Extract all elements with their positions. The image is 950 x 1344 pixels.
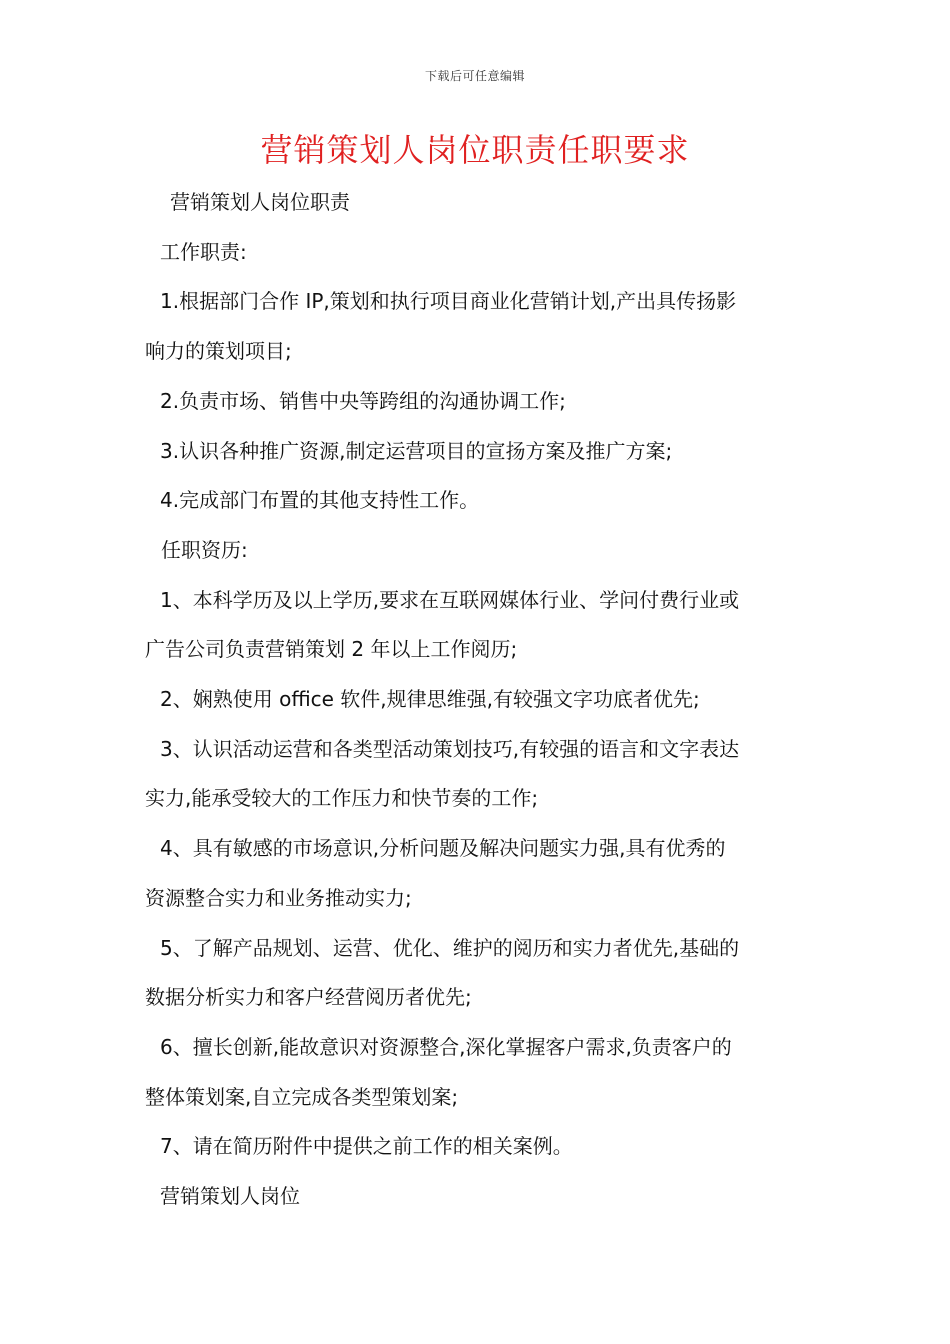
document-title: 营销策划人岗位职责任职要求 (260, 131, 690, 169)
qualification-item-1: 1、本科学历及以上学历,要求在互联网媒体行业、学问付费行业或 (160, 587, 740, 612)
qualification-item-6: 6、擅长创新,能故意识对资源整合,深化掌握客户需求,负责客户的 (160, 1034, 732, 1059)
duty-item-3: 3.认识各种推广资源,制定运营项目的宣扬方案及推广方案; (160, 438, 673, 463)
qualification-item-3-cont: 实力,能承受较大的工作压力和快节奏的工作; (145, 786, 539, 811)
qualification-item-2: 2、娴熟使用 office 软件,规律思维强,有较强文字功底者优先; (160, 687, 700, 712)
qualification-item-4: 4、具有敏感的市场意识,分析问题及解决问题实力强,具有优秀的 (160, 836, 726, 861)
qualification-item-4-cont: 资源整合实力和业务推动实力; (145, 885, 412, 910)
duty-item-2: 2.负责市场、销售中央等跨组的沟通协调工作; (160, 388, 566, 413)
qualification-item-1-cont: 广告公司负责营销策划 2 年以上工作阅历; (145, 637, 518, 662)
section-heading-position: 营销策划人岗位 (160, 1184, 300, 1209)
duty-item-1: 1.根据部门合作 IP,策划和执行项目商业化营销计划,产出具传扬影 (160, 289, 737, 314)
qualification-item-6-cont: 整体策划案,自立完成各类型策划案; (145, 1084, 459, 1109)
qualification-item-5: 5、了解产品规划、运营、优化、维护的阅历和实力者优先,基础的 (160, 935, 740, 960)
subheading-work-duties: 工作职责: (160, 239, 247, 264)
header-note: 下载后可任意编辑 (424, 69, 525, 83)
qualification-item-5-cont: 数据分析实力和客户经营阅历者优先; (145, 985, 472, 1010)
document-body (145, 178, 815, 1222)
qualification-item-3: 3、认识活动运营和各类型活动策划技巧,有较强的语言和文字表达 (160, 736, 740, 761)
duty-item-4: 4.完成部门布置的其他支持性工作。 (160, 488, 480, 513)
qualification-item-7: 7、请在简历附件中提供之前工作的相关案例。 (160, 1134, 573, 1159)
duty-item-1-cont: 响力的策划项目; (145, 339, 292, 364)
subheading-qualifications: 任职资历: (161, 537, 248, 562)
section-heading-duties: 营销策划人岗位职责 (170, 190, 350, 214)
